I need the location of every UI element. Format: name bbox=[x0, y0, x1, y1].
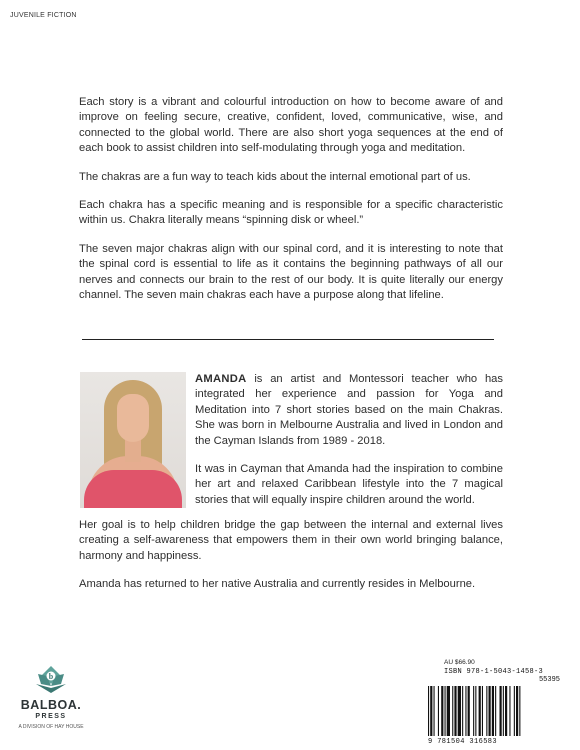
author-bio-top bbox=[195, 372, 503, 521]
section-divider bbox=[82, 339, 494, 340]
publisher-division: A DIVISION OF HAY HOUSE bbox=[18, 724, 84, 730]
blurb-paragraph-3: Each chakra has a specific meaning and is responsible for a specific characteristic within us. Chakra literally means “spinning disk or wheel.” bbox=[79, 199, 503, 227]
publisher-brand: BALBOA. bbox=[20, 698, 82, 712]
genre-label: JUVENILE FICTION bbox=[10, 12, 77, 19]
isbn-label: ISBN 978-1-5043-1458-3 bbox=[444, 668, 544, 676]
lotus-icon bbox=[34, 664, 68, 694]
blurb-paragraph-2: The chakras are a fun way to teach kids about the internal emotional part of us. bbox=[79, 170, 471, 183]
author-bio-paragraph-3: Her goal is to help children bridge the gap between the internal and external lives creating a self-awareness that empowers them in their own world bringing balance, harmony and happiness. bbox=[79, 519, 503, 562]
publisher-press: PRESS bbox=[35, 713, 67, 720]
author-name: AMANDA bbox=[195, 373, 247, 385]
author-bio-bottom bbox=[79, 518, 503, 606]
author-bio-paragraph-2: It was in Cayman that Amanda had the inspiration to combine her art and relaxed Caribbean lifestyle into the 7 magical stories that will equally inspire children around the world. bbox=[195, 463, 503, 506]
barcode-number: 9 781504 316583 bbox=[428, 738, 498, 746]
author-bio-paragraph-1 bbox=[195, 372, 503, 449]
price-label: AU $66.90 bbox=[444, 659, 475, 666]
barcode-bars bbox=[428, 686, 560, 736]
author-bio-paragraph-4: Amanda has returned to her native Australia and currently resides in Melbourne. bbox=[79, 578, 476, 591]
author-photo bbox=[80, 372, 186, 508]
back-cover-blurb bbox=[79, 95, 503, 316]
barcode bbox=[428, 676, 560, 746]
author-bio-intro: is an artist and Montessori teacher who has integrated her experience and passion for Yoga and Meditation into 7 short stories based on the main Chakras. She was born in Melbourne Australia and lived in London and the Cayman Islands from 1989 - 2018. bbox=[195, 373, 503, 447]
blurb-paragraph-4: The seven major chakras align with our spinal cord, and it is interesting to note that the spinal cord is essential to life as it contains the beginning pathways of all our nerves and connects our brain to the rest of our body. It is quite literally our energy channel. The seven main chakras each have a purpose along that lifeline. bbox=[79, 242, 503, 302]
svg-text:b: b bbox=[48, 672, 54, 681]
barcode-supplement: 55395 bbox=[538, 676, 560, 684]
blurb-paragraph-1: Each story is a vibrant and colourful introduction on how to become aware of and improve on feeling secure, creative, confident, loved, communicative, wise, and connected to the global world. There are also short yoga sequences at the end of each book to assist children into self-modulating through yoga and meditation. bbox=[79, 96, 503, 155]
